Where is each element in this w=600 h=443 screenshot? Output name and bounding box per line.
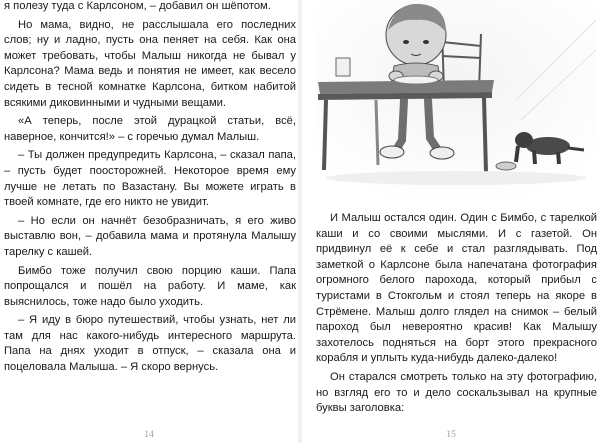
paragraph: я полезу туда с Карлсоном, – добавил он шёпотом. <box>4 0 271 12</box>
paragraph: – Но если он начнёт безобразничать, я его живо выставлю вон, – добавила мама и протянула Малышу тарелку с кашей. <box>4 214 296 258</box>
right-page-text <box>316 211 597 420</box>
left-page <box>0 0 298 443</box>
paragraph: Бимбо тоже получил свою порцию каши. Папа попрощался и пошёл на работу. И маме, как выяснилось, тоже надо было уходить. <box>4 264 296 308</box>
paragraph: «А теперь, после этой дурацкой статьи, всё, наверное, кончится!» – с горечью думал Малыш. <box>4 115 296 143</box>
left-page-text <box>4 0 296 379</box>
boy-at-table-with-dog-illustration <box>316 0 596 200</box>
paragraph: – Ты должен предупредить Карлсона, – сказал папа, – пусть будет поосторожней. Некоторое время ему лучше не летать по Вазастану. Вы можете играть в твоей комнате, где его никто не увидит. <box>4 149 296 209</box>
page-number: 14 <box>144 430 154 440</box>
paragraph: Он старался смотреть только на эту фотографию, но взгляд его то и дело соскальзывал на крупные буквы заголовка: <box>316 370 597 415</box>
paragraph: И Малыш остался один. Один с Бимбо, с тарелкой каши и со своими мыслями. И с газетой. Он придвинул её к себе и стал разглядывать. Под заметкой о Карлсоне была напечатана фотография огромного белого парохода, который прибыл с туристами в Стокгольм и стоял теперь на якоре в Стрёмене. Малыш долго глядел на снимок – белый пароход был невероятно красив! Как Малышу захотелось подняться на борт этого прекрасного корабля и уплыть куда-нибудь далеко-далеко! <box>316 212 597 365</box>
right-page <box>302 0 600 443</box>
page-number: 15 <box>446 430 456 440</box>
paragraph: – Я иду в бюро путешествий, чтобы узнать, нет ли там для нас какого-нибудь интересного маршрута. Папа на днях уходит в отпуск, – сказала она и поцеловала Малыша. – Я скоро вернусь. <box>4 314 296 374</box>
paragraph: Но мама, видно, не расслышала его последних слов; ну и ладно, пусть она пеняет на себя. Как она может требовать, чтобы Малыш никогда не бывал у Карлсона? Мама ведь и понятия не имеет, как весело сидеть в тесной комнатке Карлсона, битком набитой всякими диковинными и чудными вещами. <box>4 18 296 109</box>
